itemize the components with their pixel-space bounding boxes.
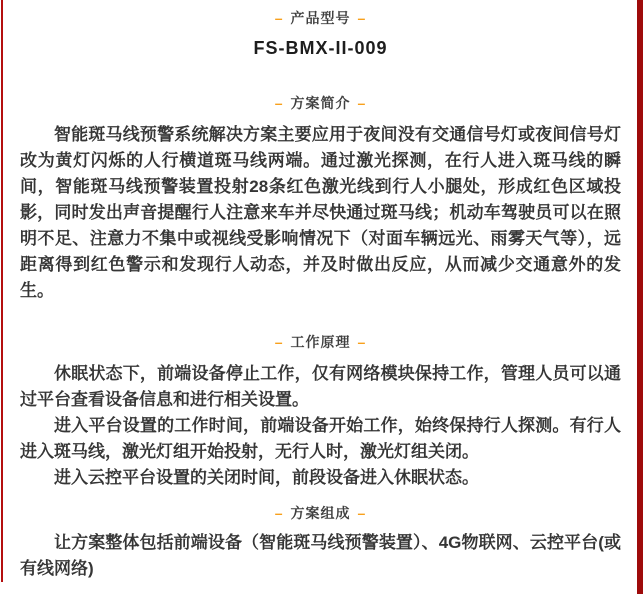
heading-text-working-principle: 工作原理: [290, 334, 351, 350]
heading-dash-left: –: [274, 10, 284, 26]
section-heading-solution-intro: [20, 93, 621, 113]
heading-text-product-model: 产品型号: [290, 10, 351, 26]
section-heading-solution-composition: [20, 503, 621, 523]
heading-text-solution-composition: 方案组成: [290, 505, 351, 521]
heading-dash-left: –: [274, 95, 284, 111]
solution-intro-paragraph: 智能斑马线预警系统解决方案主要应用于夜间没有交通信号灯或夜间信号灯改为黄灯闪烁的人行横道斑马线两端。通过激光探测，在行人进入斑马线的瞬间，智能斑马线预警装置投射28条红色激光线到行人小腿处，形成红色区域投影，同时发出声音提醒行人注意来车并尽快通过斑马线；机动车驾驶员可以在照明不足、注意力不集中或视线受影响情况下（对面车辆远光、雨雾天气等），远距离得到红色警示和发现行人动态，并及时做出反应，从而减少交通意外的发生。: [20, 125, 621, 300]
section-heading-working-principle: [20, 332, 621, 352]
heading-dash-right: –: [357, 334, 367, 350]
solution-composition-paragraph: 让方案整体包括前端设备（智能斑马线预警装置）、4G物联网、云控平台(或有线网络): [20, 533, 621, 578]
heading-dash-right: –: [357, 10, 367, 26]
working-principle-paragraph-worktime: 进入平台设置的工作时间，前端设备开始工作，始终保持行人探测。有行人进入斑马线，激光灯组开始投射，无行人时，激光灯组关闭。: [20, 416, 621, 461]
working-principle-paragraph-sleep: 休眠状态下，前端设备停止工作，仅有网络模块保持工作，管理人员可以通过平台查看设备信息和进行相关设置。: [20, 364, 621, 409]
heading-text-solution-intro: 方案简介: [290, 95, 351, 111]
section-heading-product-model: [20, 8, 621, 28]
heading-dash-right: –: [357, 505, 367, 521]
heading-dash-right: –: [357, 95, 367, 111]
working-principle-paragraph-offtime: 进入云控平台设置的关闭时间，前段设备进入休眠状态。: [54, 468, 479, 487]
product-model-number: FS-BMX-II-009: [253, 38, 388, 58]
heading-dash-left: –: [274, 334, 284, 350]
heading-dash-left: –: [274, 505, 284, 521]
